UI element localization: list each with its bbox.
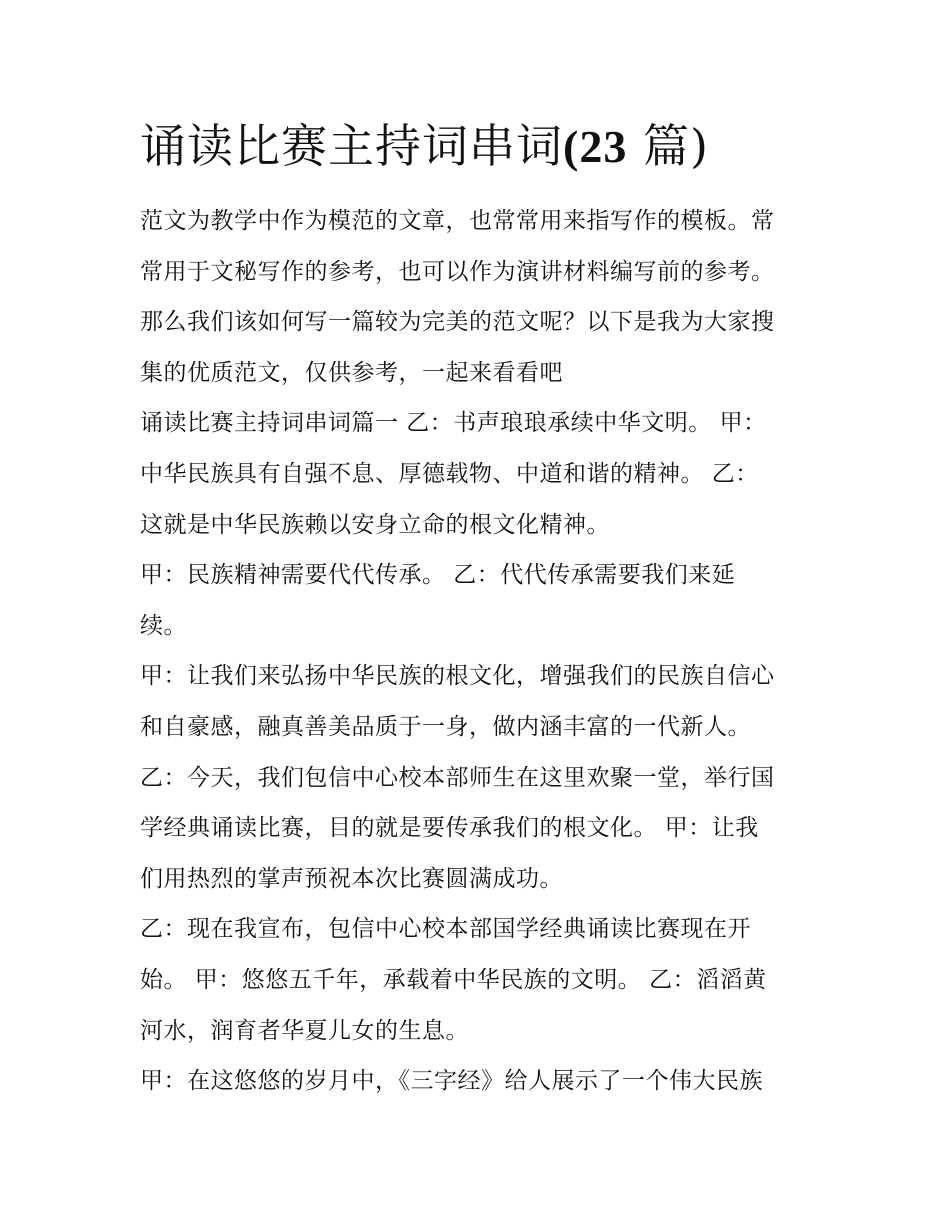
body-line: 那么我们该如何写一篇较为完美的范文呢？以下是我为大家搜 — [140, 309, 775, 336]
body-line: 和自豪感，融真善美品质于一身，做内涵丰富的一代新人。 — [140, 713, 751, 740]
body-line: 集的优质范文，仅供参考，一起来看看吧 — [140, 359, 563, 386]
body-line: 乙：今天，我们包信中心校本部师生在这里欢聚一堂，举行国 — [140, 764, 775, 791]
body-line: 甲：让我们来弘扬中华民族的根文化，增强我们的民族自信心 — [140, 663, 775, 690]
body-line: 始。 甲：悠悠五千年，承载着中华民族的文明。 乙：滔滔黄 — [140, 966, 767, 993]
body-line: 甲：在这悠悠的岁月中，《三字经》给人展示了一个伟大民族 — [140, 1068, 763, 1095]
body-line: 学经典诵读比赛，目的就是要传承我们的根文化。 甲：让我 — [140, 815, 759, 842]
body-line: 诵读比赛主持词串词篇一 乙：书声琅琅承续中华文明。 甲： — [140, 410, 767, 437]
title-suffix: 篇) — [627, 119, 709, 173]
body-line: 续。 — [140, 612, 187, 639]
title-count: (23 — [563, 121, 628, 172]
body-line: 河水，润育者华夏儿女的生息。 — [140, 1017, 469, 1044]
body-line: 这就是中华民族赖以安身立命的根文化精神。 — [140, 511, 610, 538]
body-line: 乙：现在我宣布，包信中心校本部国学经典诵读比赛现在开 — [140, 916, 751, 943]
body-line: 常用于文秘写作的参考，也可以作为演讲材料编写前的参考。 — [140, 258, 775, 285]
document-title — [140, 116, 840, 177]
title-text: 诵读比赛主持词串词 — [140, 119, 563, 173]
body-line: 甲：民族精神需要代代传承。 乙：代代传承需要我们来延 — [140, 562, 736, 589]
body-line: 中华民族具有自强不息、厚德载物、中道和谐的精神。 乙： — [140, 460, 759, 487]
body-line: 们用热烈的掌声预祝本次比赛圆满成功。 — [140, 865, 563, 892]
document-body — [140, 196, 830, 1107]
body-line: 范文为教学中作为模范的文章，也常常用来指写作的模板。常 — [140, 208, 775, 234]
